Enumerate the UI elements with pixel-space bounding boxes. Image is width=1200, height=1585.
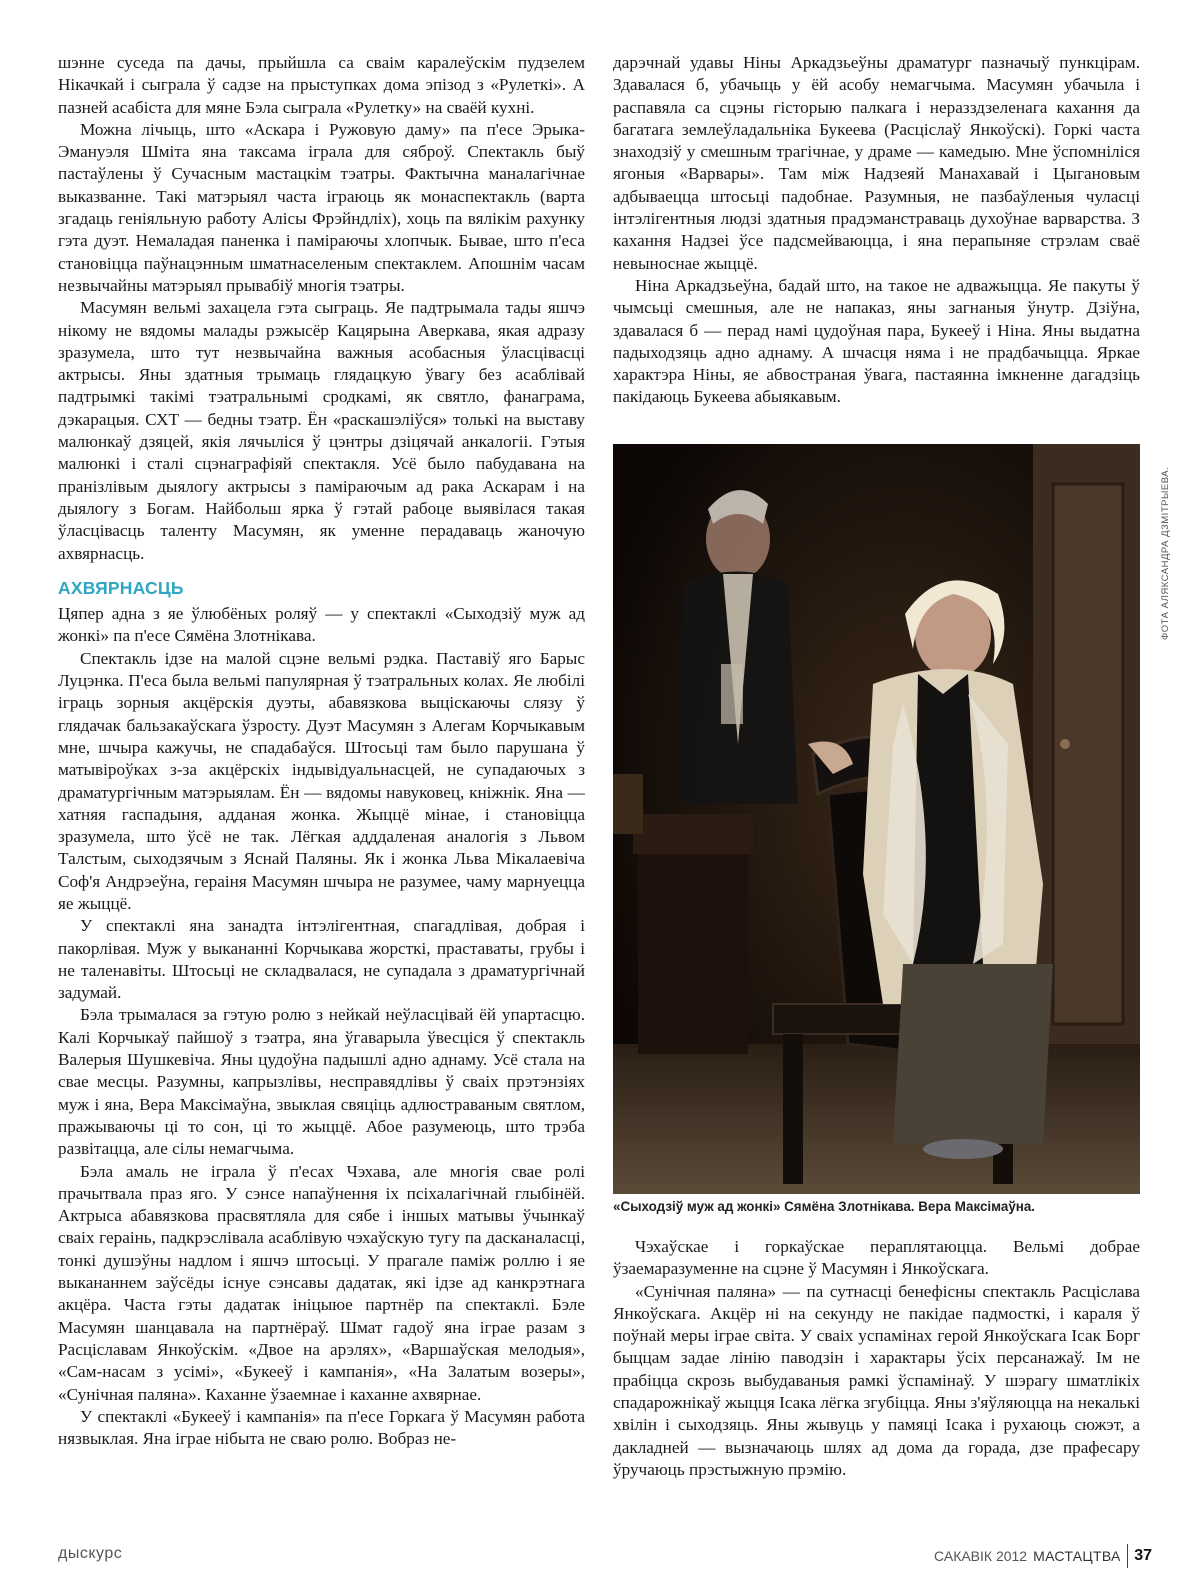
- section-heading: АХВЯРНАСЦЬ: [58, 577, 184, 598]
- paragraph: Чэхаўскае і горкаўскае пераплятаюцца. Вельмі добрае ўзаемаразуменне на сцэне ў Масумян і Янкоўскага.: [613, 1237, 1140, 1279]
- footer-issue: САКАВІК 2012: [934, 1548, 1028, 1564]
- right-column-bottom: [613, 1236, 1140, 1481]
- footer-divider: [1127, 1544, 1129, 1568]
- photo-credit: ФОТА АЛЯКСАНДРА ДЗМІТРЫЕВА.: [1160, 466, 1171, 640]
- paragraph: Масумян вельмі захацела гэта сыграць. Яе падтрымала тады яшчэ нікому не вядомы малады рэжысёр Кацярына Аверкава, якая адразу зразумела, што тут незвычайна важныя асобасныя ўласцівасці актрысы. Яны здатныя трымаць глядацкую ўвагу без асаблівай падтрымкі такімі тэатральнымі сродкамі, як святло, фанаграма, дэкарацыя. СХТ — бедны тэатр. Ён «раскашэліўся» толькі на выставу малюнкаў дзяцей, якія лячыліся ў цэнтры дзіцячай анкалогіі. Гэтыя малюнкі і сталі сцэнаграфіяй спектакля. Усё было пабудавана на пранізлівым дыялогу актрысы з паміраючым ад рака Аскарам і на дыялогу з Богам. Найбольш ярка ў гэтай рабоце выявілася такая ўласцівасць таленту Масумян, як уменне перадаваць жаночую ахвярнасць.: [58, 298, 585, 563]
- left-column: [58, 52, 585, 1450]
- footer-folio: [934, 1544, 1152, 1568]
- footer-magazine: МАСТАЦТВА: [1033, 1548, 1121, 1564]
- page-number: 37: [1134, 1547, 1152, 1564]
- right-column: [613, 52, 1140, 409]
- paragraph: Спектакль ідзе на малой сцэне вельмі рэдка. Паставіў яго Барыс Луцэнка. П'еса была вельмі папулярная ў тэатральных колах. Яе любілі іграць зорныя акцёрскія дуэты, абавязкова выціскаючы слязу ў глядачак бальзакаўскага ўзросту. Дуэт Масумян з Алегам Корчыкавым мне, шчыра кажучы, не спадабаўся. Штосьці там было парушана ў матывіроўках з-за акцёрскіх індывідуальнасцей, не супадаючых з драматургічным матэрыялам. Ён — вядомы навуковец, кніжнік. Яна — хатняя гаспадыня, адданая жонка. Жыццё мінае, і становіцца зразумела, што ўсё не так. Лёгкая адддаленая аналогія з Львом Талстым, сыходзячым з Яснай Паляны. Як і жонка Льва Мікалаевіча Соф'я Андрэеўна, гераіня Масумян шчыра не разумее, чаму марнуецца яе жыццё.: [58, 648, 585, 913]
- paragraph: Бэла трымалася за гэтую ролю з нейкай неўласцівай ёй упартасцю. Калі Корчыкаў пайшоў з тэатра, яна ўгаварыла ўвесціся ў спектакль Валерыя Шушкевіча. Яны цудоўна падышлі адно аднаму. Усё стала на свае месцы. Разумны, капрызлівы, несправядлівы ў сваіх прэтэнзіях муж і яна, Вера Максімаўна, звыклая свяціць адлюстраваным святлом, пражываючы ці то сон, ці то жыццё. Абое разумеюць, што трэба развітацца, але сілы немагчыма.: [58, 1005, 585, 1159]
- footer-section-label: дыскурс: [58, 1545, 123, 1562]
- paragraph: «Сунічная паляна» — па сутнасці бенефісны спектакль Расціслава Янкоўскага. Акцёр ні на секунду не пакідае падмосткі, і караля ў поўнай меры іграе світа. У сваіх успамінах герой Янкоўскага Ісак Борг быццам задае лінію паводзін і характары ўсіх персанажаў. Ім не прабіцца скрозь выбудаваныя рамкі ўспамінаў. У шэрагу шматлікіх спадарожнікаў жыцця Ісака лёгка згубіцца. Яны з'яўляюцца на некалькі хвілін і сыходзяць. Яны жывуць у памяці Ісака і рухаюць сюжэт, а дакладней — вызначаюць шлях ад дома да горада, дзе прафесару ўручаюць прэстыжную прэмію.: [613, 1281, 1140, 1479]
- paragraph: Цяпер адна з яе ўлюбёных роляў — у спектаклі «Сыходзіў муж ад жонкі» па п'есе Сямёна Злотнікава.: [58, 604, 585, 646]
- photo-caption: «Сыходзіў муж ад жонкі» Сямёна Злотнікава. Вера Максімаўна.: [613, 1199, 1036, 1214]
- paragraph: У спектаклі яна занадта інтэлігентная, спагадлівая, добрая і пакорлівая. Муж у выкананні Корчыкава жорсткі, праставаты, грубы і не таленавіты. Штосьці не складвалася, не супадала з драматургічнай задумай.: [58, 916, 585, 1003]
- stage-photo: [613, 444, 1140, 1194]
- paragraph: Бэла амаль не іграла ў п'есах Чэхава, але многія свае ролі прачытвала праз яго. У сэнсе напаўнення іх псіхалагічнай глыбінёй. Актрыса абавязкова прасвятляла для сябе і іншых матывы ўчынкаў сваіх гераінь, падкрэслівала асаблівую чэхаўскую тугу па дасканаласці, тонкі душэўны надлом і яшчэ штосьці. У прагале паміж роллю і яе выкананнем заўсёды існуе сэнсавы дадатак, які ідзе ад канкрэтнага акцёра. Часта гэты дадатак ініцыюе партнёр па спектаклі. Бэле Масумян шанцавала на партнёраў. Шмат гадоў яна іграе разам з Расціславам Янкоўскім. «Двое на арэлях», «Варшаўская мелодыя», «Сам-насам з усімі», «Букееў і кампанія», «На Залатым возеры», «Сунічная паляна». Каханне ўзаемнае і каханне ахвярнае.: [58, 1161, 585, 1404]
- paragraph: шэнне суседа па дачы, прыйшла са сваім каралеўскім пудзелем Нікачкай і сыграла ў садзе на прыступках дома эпізод з «Рулеткі». А пазней асабіста для мяне Бэла сыграла «Рулетку» на сваёй кухні.: [58, 53, 585, 117]
- paragraph: Ніна Аркадзьеўна, бадай што, на такое не адважыцца. Яе пакуты ў чымсьці смешныя, але не напаказ, яны загнаныя ўнутр. Дзіўна, здавалася б — перад намі цудоўная пара, Букееў і Ніна. Яны выдатна падыходзяць адно аднаму. А шчасця няма і не прадбачыцца. Яркае характэра Ніны, яе абвостраная ўвага, пастаянна імкненне дагадзіць пакідаюць Букеева абыякавым.: [613, 275, 1140, 407]
- paragraph: дарэчнай удавы Ніны Аркадзьеўны драматург пазначыў пункцірам. Здавалася б, убачыць у ёй асобу немагчыма. Масумян убачыла і распавяла са сцэны гісторыю палкага і неразздзеленага кахання да багатага землеўладальніка Букеева (Расціслаў Янкоўскі). Горкі часта знаходзіў у смешным трагічнае, у драме — камедыю. Мне ўспомніліся ягоныя «Варвары». Там між Надзеяй Манахавай і Цыгановым адбываецца штосьці падобнае. Разумныя, не пазбаўленыя чуласці інтэлігентныя людзі здатныя прадэманстраваць духоўнае варварства. З кахання Надзеі ўсе падсмейваюцца, і яна перапыняе стрэлам сваё невыноснае жыццё.: [613, 53, 1140, 273]
- paragraph: Можна лічыць, што «Аскара і Ружовую даму» па п'есе Эрыка-Эмануэля Шміта яна таксама іграла для сяброў. Спектакль быў пастаўлены ў Сучасным мастацкім тэатры. Фактычна маналагічнае выказванне. Такі матэрыял часта іграюць як монаспектакль (варта згадаць геніяльную работу Алісы Фрэйндліх), хоць па вялікім рахунку гэта дуэт. Немаладая паненка і паміраючы хлопчык. Бывае, што п'еса становіцца паўнацэнным шматнаселеным спектаклем. Апошнім часам незвычайны матэрыял прывабіў многія тэатры.: [58, 119, 585, 295]
- paragraph: У спектаклі «Букееў і кампанія» па п'есе Горкага ў Масумян работа нязвыклая. Яна іграе нібыта не сваю ролю. Вобраз не-: [58, 1406, 585, 1449]
